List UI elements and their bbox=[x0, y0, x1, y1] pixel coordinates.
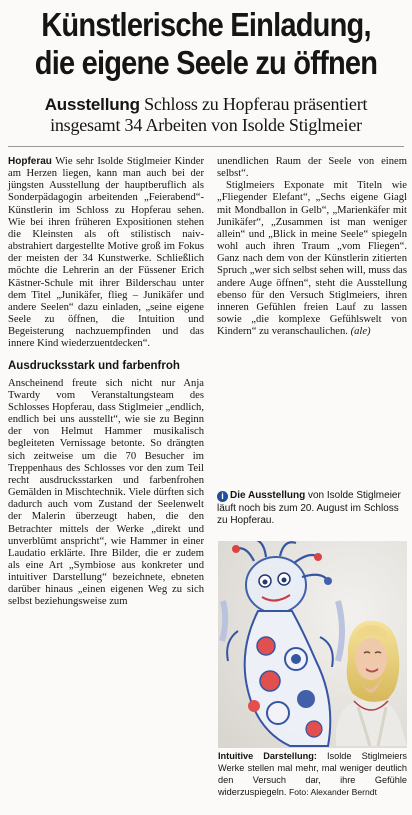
article-photo bbox=[218, 541, 407, 748]
info-box-text: von Isolde Stiglmeier läuft noch bis zum 20. August im Schloss zu Hopferau. bbox=[217, 490, 401, 526]
photo-illustration bbox=[218, 541, 407, 748]
section-heading: Ausdrucksstark und farbenfroh bbox=[8, 359, 180, 372]
right-paragraph-2 bbox=[217, 180, 407, 338]
header-divider bbox=[8, 146, 404, 147]
right-column bbox=[217, 156, 407, 338]
info-box-bold: Die Ausstellung bbox=[230, 490, 306, 501]
left-column bbox=[8, 156, 204, 609]
subheadline-line-2: insgesamt 34 Arbeiten von Isolde Stiglmeier bbox=[50, 115, 362, 135]
subheadline-kicker: Ausstellung bbox=[44, 95, 140, 114]
right-paragraph-1: unendlichen Raum der Seele von einem selbst“. bbox=[217, 156, 407, 180]
subheadline-line-1 bbox=[20, 94, 392, 115]
info-icon: i bbox=[217, 491, 228, 502]
headline-line-1: Künstlerische Einladung, bbox=[41, 6, 371, 43]
photo-caption bbox=[218, 750, 407, 798]
left-paragraph-2: Anscheinend freute sich nicht nur Anja Twardy vom Veranstaltungsteam des Schlosses Hopferau, dass Stiglmeier „endlich, endlich bei uns ausstellt“, wie sie zu Beginn der von Helmut Hammer musikalisch begleiteten Vernissage betonte. So drängten sich zeitweise um die 70 Besucher im Treppenhaus des Schlosses vor den zum Teil recht ausdrucksstarken und farbenfrohen Gemälden in Mischtechnik. Viele dürften sich dadurch auch vom Zustand der Seelenwelt der Malerin überzeugt haben, die den Betrachter mittels der Werke „direkt und unverblümt anspricht“, wie Hammer in einer Laudatio erklärte. Ihre Bilder, die er zudem als eine Art „Symbiose aus konkreter und intuitiver Darstellung“ bezeichnete, ebneten darüber hinaus „einen eigenen Weg zu sich selbst beziehungsweise zum bbox=[8, 377, 204, 608]
caption-text: Isolde Stiglmeiers Werke stellen mal mehr, mal weniger deutlich den Versuch dar, ihre Gefühle widerzuspiegeln. bbox=[218, 751, 408, 797]
headline bbox=[28, 6, 384, 82]
info-box bbox=[217, 490, 407, 528]
subheadline-line-1-text: Schloss zu Hopferau präsentiert bbox=[139, 94, 368, 114]
author-initials: (ale) bbox=[350, 326, 371, 338]
left-paragraph-1 bbox=[8, 156, 204, 351]
caption-bold: Intuitive Darstellung: bbox=[218, 751, 317, 761]
headline-line-2: die eigene Seele zu öffnen bbox=[34, 44, 378, 81]
subheadline bbox=[20, 94, 392, 136]
left-paragraph-1-text: Wie sehr Isolde Stiglmeier Kinder am Herzen liegen, kann man auch bei der jüngsten Ausstellung der hauptberuflich als Sonderpädagogin arbeitenden „Feierabend“-Künstlerin im Schloss zu Hopferau sehen. Wie bei ihren früheren Expositionen stehen die Kleinsten als oft stilistisch naiv-abstrahiert dargestellte Motive groß im Fokus der meisten der 34 Kunstwerke. Schließlich möchte die Lehrerin an der Füssener Erich Kästner-Schule mit ihrer Bilderschau unter dem Titel „Junikäfer, flieg – Junikäfer und andere Seelen“ dazu einladen, „seine eigene Seele zu öffnen, die Intuition und Begeisterung nachzuempfinden und das innere Kind wiederzuentdecken“. bbox=[8, 156, 204, 350]
photo-credit: Foto: Alexander Berndt bbox=[289, 787, 377, 797]
dateline: Hopferau bbox=[8, 156, 52, 167]
right-paragraph-2-text: Stiglmeiers Exponate mit Titeln wie „Fliegender Elefant“, „Sechs eigene Giagl mit Mondballon in Gelb“, „Marienkäfer mit Junikäfer“, „Zusammen ist man weniger allein“ und „Blick in meine Seele“ spiegeln wohl auch ihren Traum „vom Fliegen“. Ganz nach dem von der Künstlerin zitierten Spruch „wer sich selbst sehen will, muss das andere Auge öffnen“, steht die Ausstellung ebenso für den Versuch Stiglmeiers, ihren inneren Gefühlen freien Lauf zu lassen sowie „die komplexe Gefühlswelt von Kindern“ zu veranschaulichen. bbox=[217, 180, 407, 338]
